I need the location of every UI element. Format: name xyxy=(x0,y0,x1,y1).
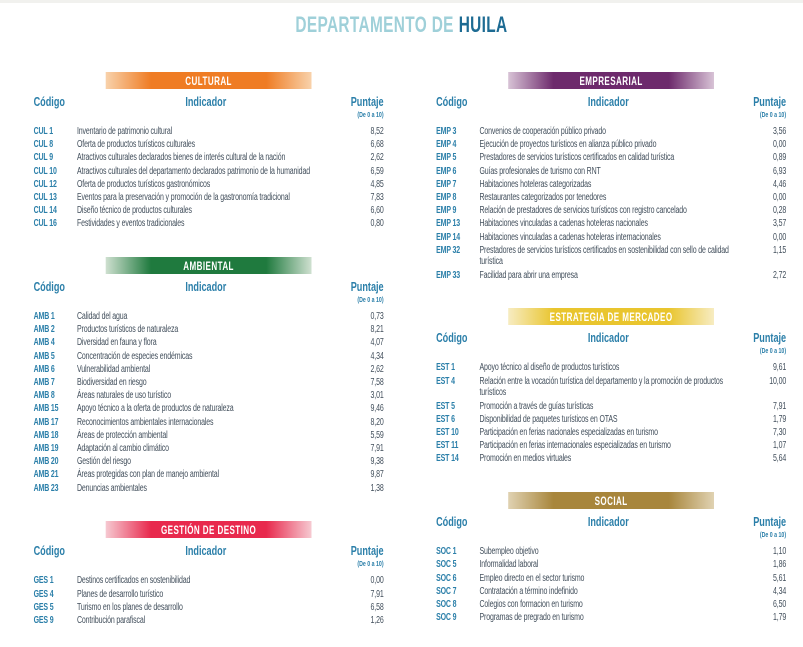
page-title-prefix: DEPARTAMENTO DE xyxy=(295,12,454,37)
column-header-puntaje-label: Puntaje xyxy=(753,514,787,530)
table-row xyxy=(34,324,384,336)
table-row xyxy=(34,456,384,468)
row-code: AMB 8 xyxy=(33,390,55,402)
row-code: AMB 17 xyxy=(33,416,59,428)
row-score: 0,80 xyxy=(370,218,384,230)
row-score: 0,00 xyxy=(773,231,787,243)
row-indicator: Empleo directo en el sector turismo xyxy=(479,572,585,584)
column-header-puntaje xyxy=(737,330,786,355)
row-indicator: Subempleo objetivo xyxy=(479,546,539,558)
row-score: 0,28 xyxy=(773,205,787,217)
row-indicator: Oferta de productos turísticos culturales xyxy=(77,139,195,151)
page-top-edge xyxy=(0,0,803,3)
row-indicator: Áreas de protección ambiental xyxy=(77,429,168,441)
row-score: 1,07 xyxy=(773,440,787,452)
column-header-indicador: Indicador xyxy=(587,330,629,346)
table-header-row xyxy=(436,330,786,355)
row-indicator: Planes de desarrollo turístico xyxy=(77,588,164,600)
row-code: EMP 3 xyxy=(436,126,457,137)
row-code: SOC 1 xyxy=(436,546,457,558)
table-body xyxy=(34,126,384,230)
row-score: 9,38 xyxy=(370,456,384,468)
row-score: 6,60 xyxy=(370,205,384,217)
row-code: CUL 1 xyxy=(33,126,54,137)
row-code: EMP 5 xyxy=(436,152,457,164)
row-code: AMB 15 xyxy=(33,403,59,415)
table-row xyxy=(34,166,384,178)
section-header-bar xyxy=(106,72,312,89)
row-code: EMP 6 xyxy=(436,165,457,177)
table-header-row xyxy=(34,94,384,119)
table-row xyxy=(436,546,786,558)
row-code: EMP 33 xyxy=(436,269,461,281)
table-row xyxy=(34,403,384,415)
row-code: SOC 8 xyxy=(436,598,457,610)
row-score: 9,61 xyxy=(773,362,787,374)
row-indicator: Colegios con formacion en turismo xyxy=(479,598,583,610)
row-score: 9,46 xyxy=(370,403,384,415)
row-indicator: Restaurantes categorizados por tenedores xyxy=(479,191,607,203)
row-score: 7,30 xyxy=(773,427,787,439)
row-indicator: Concentración de especies endémicas xyxy=(77,350,193,362)
table-row xyxy=(34,139,384,151)
section-ambiental xyxy=(34,257,384,494)
table-row xyxy=(436,218,786,230)
row-score: 1,86 xyxy=(773,559,787,571)
column-header-scale-note: (De 0 a 10) xyxy=(357,295,384,305)
table-row xyxy=(34,469,384,481)
row-code: AMB 1 xyxy=(33,311,55,323)
row-score: 8,52 xyxy=(370,126,384,137)
column-header-indicador: Indicador xyxy=(587,514,629,530)
table-header-row xyxy=(34,543,384,568)
table-row xyxy=(34,483,384,495)
row-indicator: Denuncias ambientales xyxy=(77,482,147,494)
table-row xyxy=(436,166,786,178)
row-score: 3,56 xyxy=(773,126,787,137)
row-code: AMB 2 xyxy=(33,324,55,336)
row-score: 4,46 xyxy=(773,178,787,190)
column-header-puntaje xyxy=(737,514,786,539)
row-indicator: Informalidad laboral xyxy=(479,559,539,571)
row-indicator: Atractivos culturales del departamento declarados patrimonio de la humanidad xyxy=(77,165,310,177)
section-header-bar xyxy=(508,72,714,89)
table-row xyxy=(34,589,384,601)
row-score: 1,26 xyxy=(370,614,384,626)
row-score: 0,00 xyxy=(370,575,384,587)
row-indicator: Adaptación al cambio climático xyxy=(77,442,169,454)
row-indicator: Diseño técnico de productos culturales xyxy=(77,205,192,217)
row-indicator: Atractivos culturales declarados bienes de interés cultural de la nación xyxy=(77,152,286,164)
row-code: EMP 32 xyxy=(436,244,461,256)
column-header-puntaje-label: Puntaje xyxy=(753,330,787,346)
row-score: 7,91 xyxy=(370,588,384,600)
row-score: 4,34 xyxy=(773,585,787,597)
row-indicator: Participación en ferias internacionales especializadas en turismo xyxy=(479,440,671,452)
table-row xyxy=(34,417,384,429)
row-score: 7,91 xyxy=(773,400,787,412)
row-score: 6,50 xyxy=(773,598,787,610)
row-indicator: Festividades y eventos tradicionales xyxy=(77,218,185,230)
table-row xyxy=(436,599,786,611)
row-indicator: Oferta de productos turísticos gastronómicos xyxy=(77,178,211,190)
section-social xyxy=(436,492,786,624)
row-code: AMB 23 xyxy=(33,482,59,494)
table-header-row xyxy=(436,94,786,119)
row-code: CUL 14 xyxy=(33,205,57,217)
table-row xyxy=(436,126,786,138)
table-row xyxy=(436,232,786,244)
section-title: GESTIÓN DE DESTINO xyxy=(160,525,257,538)
row-code: AMB 4 xyxy=(33,337,55,349)
row-indicator: Habitaciones vinculadas a cadenas hoteleras nacionales xyxy=(479,218,648,230)
row-indicator: Productos turísticos de naturaleza xyxy=(77,324,179,336)
row-indicator: Calidad del agua xyxy=(77,311,128,323)
row-indicator: Ejecución de proyectos turísticos en alianza público privado xyxy=(479,139,657,151)
table-row xyxy=(436,376,786,400)
section-cultural xyxy=(34,72,384,230)
row-indicator: Eventos para la preservación y promoción de la gastronomía tradicional xyxy=(77,191,290,203)
row-code: SOC 7 xyxy=(436,585,457,597)
column-header-puntaje-label: Puntaje xyxy=(753,94,787,109)
page-title-name: HUILA xyxy=(458,12,508,37)
table-row xyxy=(436,362,786,374)
table-row xyxy=(34,152,384,164)
column-header-scale-note: (De 0 a 10) xyxy=(759,530,787,540)
table-row xyxy=(436,179,786,191)
section-title: ESTRATEGIA DE MERCADEO xyxy=(549,312,673,325)
column-header-puntaje xyxy=(335,543,384,568)
table-row xyxy=(34,443,384,455)
row-code: EST 10 xyxy=(436,427,459,439)
table-row xyxy=(34,615,384,627)
row-indicator: Disponibilidad de paquetes turísticos en OTAS xyxy=(479,413,618,425)
table-row xyxy=(436,453,786,465)
row-score: 6,59 xyxy=(370,165,384,177)
row-code: AMB 5 xyxy=(33,350,55,362)
row-score: 0,00 xyxy=(773,191,787,203)
row-score: 5,64 xyxy=(773,453,787,465)
table-row xyxy=(436,152,786,164)
column-header-codigo: Código xyxy=(436,94,468,109)
row-code: EST 11 xyxy=(436,440,459,452)
row-code: EST 6 xyxy=(436,413,455,425)
row-indicator: Apoyo técnico a la oferta de productos de naturaleza xyxy=(77,403,234,415)
row-code: EMP 7 xyxy=(436,178,457,190)
table-row xyxy=(436,573,786,585)
table-row xyxy=(34,311,384,323)
row-code: EMP 14 xyxy=(436,231,461,243)
row-score: 6,68 xyxy=(370,139,384,151)
row-score: 6,58 xyxy=(370,601,384,613)
row-score: 1,79 xyxy=(773,413,787,425)
row-code: GES 1 xyxy=(33,575,54,587)
row-score: 3,57 xyxy=(773,218,787,230)
table-row xyxy=(34,205,384,217)
row-code: AMB 6 xyxy=(33,363,55,375)
section-header-bar xyxy=(106,521,312,538)
section-title: EMPRESARIAL xyxy=(579,76,643,88)
row-indicator: Facilidad para abrir una empresa xyxy=(479,269,578,281)
row-indicator: Programas de pregrado en turismo xyxy=(479,612,584,624)
row-code: EST 5 xyxy=(436,400,455,412)
row-score: 0,89 xyxy=(773,152,787,164)
column-header-indicador: Indicador xyxy=(185,543,227,559)
row-indicator: Biodiversidad en riesgo xyxy=(77,377,147,389)
row-score: 1,10 xyxy=(773,546,787,558)
row-code: CUL 16 xyxy=(33,218,57,230)
row-score: 3,01 xyxy=(370,390,384,402)
row-indicator: Apoyo técnico al diseño de productos turísticos xyxy=(479,362,620,374)
row-code: AMB 7 xyxy=(33,377,55,389)
content-columns xyxy=(0,72,803,628)
row-indicator: Contribución parafiscal xyxy=(77,614,145,626)
row-code: AMB 18 xyxy=(33,429,59,441)
row-indicator: Relación de prestadores de servicios turísticos con registro cancelado xyxy=(479,205,687,217)
row-indicator: Guías profesionales de turismo con RNT xyxy=(479,165,601,177)
row-indicator: Participación en ferias nacionales especializadas en turismo xyxy=(479,427,658,439)
row-indicator: Habitaciones hoteleras categorizadas xyxy=(479,178,592,190)
row-code: CUL 10 xyxy=(33,165,57,177)
row-code: GES 4 xyxy=(33,588,54,600)
row-code: AMB 19 xyxy=(33,442,59,454)
section-estrategia xyxy=(436,308,786,465)
section-title: CULTURAL xyxy=(185,76,232,88)
table-body xyxy=(34,575,384,626)
row-score: 0,00 xyxy=(773,139,787,151)
column-header-puntaje xyxy=(335,279,384,304)
table-body xyxy=(34,311,384,494)
row-indicator: Áreas naturales de uso turístico xyxy=(77,390,171,402)
row-score: 7,58 xyxy=(370,377,384,389)
table-row xyxy=(436,612,786,624)
column-header-puntaje-label: Puntaje xyxy=(350,279,384,295)
table-row xyxy=(34,390,384,402)
column-header-indicador: Indicador xyxy=(185,94,227,109)
row-score: 9,87 xyxy=(370,469,384,481)
table-row xyxy=(34,337,384,349)
row-code: CUL 12 xyxy=(33,178,57,190)
row-indicator: Relación entre la vocación turística del departamento y la promoción de productos turísticos xyxy=(479,375,724,399)
row-indicator: Gestión del riesgo xyxy=(77,456,131,468)
table-row xyxy=(34,575,384,587)
row-score: 2,62 xyxy=(370,152,384,164)
table-row xyxy=(34,179,384,191)
page-title xyxy=(0,12,803,38)
row-code: EMP 4 xyxy=(436,139,457,151)
row-score: 0,73 xyxy=(370,311,384,323)
table-body xyxy=(436,362,786,465)
row-code: SOC 6 xyxy=(436,572,457,584)
table-row xyxy=(436,192,786,204)
table-row xyxy=(436,559,786,571)
column-header-puntaje xyxy=(737,94,786,119)
section-title: SOCIAL xyxy=(594,496,628,509)
table-row xyxy=(34,364,384,376)
table-body xyxy=(436,126,786,281)
column-header-codigo: Código xyxy=(33,543,65,559)
row-indicator: Áreas protegidas con plan de manejo ambiental xyxy=(77,469,219,481)
column-header-scale-note: (De 0 a 10) xyxy=(759,110,787,119)
row-indicator: Turismo en los planes de desarrollo xyxy=(77,601,183,613)
left-column xyxy=(34,72,384,628)
row-code: SOC 9 xyxy=(436,612,457,624)
row-indicator: Prestadores de servicios turísticos certificados en sostenibilidad con sello de calidad turística xyxy=(479,244,729,268)
row-code: CUL 8 xyxy=(33,139,54,151)
row-score: 8,20 xyxy=(370,416,384,428)
table-header-row xyxy=(436,514,786,539)
row-code: EMP 9 xyxy=(436,205,457,217)
row-code: EST 4 xyxy=(436,375,455,387)
row-code: GES 5 xyxy=(33,601,54,613)
row-indicator: Inventario de patrimonio cultural xyxy=(77,126,172,137)
row-score: 2,72 xyxy=(773,269,787,281)
row-code: SOC 5 xyxy=(436,559,457,571)
right-column xyxy=(436,72,786,628)
row-indicator: Convenios de cooperación público privado xyxy=(479,126,606,137)
row-score: 8,21 xyxy=(370,324,384,336)
row-code: CUL 13 xyxy=(33,191,57,203)
row-score: 5,59 xyxy=(370,429,384,441)
table-row xyxy=(34,351,384,363)
row-code: CUL 9 xyxy=(33,152,54,164)
column-header-codigo: Código xyxy=(436,330,468,346)
document-page xyxy=(0,12,803,628)
row-indicator: Promoción en medios virtuales xyxy=(479,453,572,465)
column-header-puntaje-label: Puntaje xyxy=(350,94,384,109)
section-header-bar xyxy=(508,308,714,325)
section-empresarial xyxy=(436,72,786,281)
table-row xyxy=(34,218,384,230)
table-row xyxy=(34,192,384,204)
column-header-scale-note: (De 0 a 10) xyxy=(759,346,787,356)
row-indicator: Diversidad en fauna y flora xyxy=(77,337,157,349)
table-row xyxy=(436,205,786,217)
row-code: EST 14 xyxy=(436,453,459,465)
row-score: 1,15 xyxy=(773,244,787,256)
row-code: AMB 21 xyxy=(33,469,59,481)
table-row xyxy=(34,430,384,442)
table-row xyxy=(436,139,786,151)
table-row xyxy=(436,427,786,439)
row-score: 4,85 xyxy=(370,178,384,190)
row-score: 1,38 xyxy=(370,482,384,494)
table-row xyxy=(436,270,786,282)
table-row xyxy=(436,440,786,452)
row-score: 4,07 xyxy=(370,337,384,349)
column-header-codigo: Código xyxy=(33,279,65,295)
section-header-bar xyxy=(106,257,312,274)
row-score: 5,61 xyxy=(773,572,787,584)
table-row xyxy=(34,377,384,389)
table-row xyxy=(34,602,384,614)
row-indicator: Promoción a través de guías turísticas xyxy=(479,400,594,412)
section-title: AMBIENTAL xyxy=(183,261,234,274)
row-indicator: Destinos certificados en sostenibilidad xyxy=(77,575,191,587)
column-header-indicador: Indicador xyxy=(587,94,629,109)
row-code: AMB 20 xyxy=(33,456,59,468)
row-score: 1,79 xyxy=(773,612,787,624)
table-body xyxy=(436,546,786,624)
row-indicator: Prestadores de servicios turísticos certificados en calidad turística xyxy=(479,152,675,164)
column-header-puntaje xyxy=(335,94,384,119)
table-row xyxy=(436,586,786,598)
row-score: 10,00 xyxy=(769,375,787,387)
column-header-codigo: Código xyxy=(436,514,468,530)
table-header-row xyxy=(34,279,384,304)
table-row xyxy=(436,401,786,413)
row-indicator: Habitaciones vinculadas a cadenas hoteleras internacionales xyxy=(479,231,661,243)
row-score: 4,34 xyxy=(370,350,384,362)
row-code: GES 9 xyxy=(33,614,54,626)
column-header-puntaje-label: Puntaje xyxy=(350,543,384,559)
table-row xyxy=(436,414,786,426)
row-indicator: Vulnerabilidad ambiental xyxy=(77,363,151,375)
row-score: 6,93 xyxy=(773,165,787,177)
table-row xyxy=(436,245,786,269)
row-score: 2,62 xyxy=(370,363,384,375)
row-score: 7,83 xyxy=(370,191,384,203)
row-code: EST 1 xyxy=(436,362,455,374)
column-header-scale-note: (De 0 a 10) xyxy=(357,110,384,119)
section-header-bar xyxy=(508,492,714,509)
column-header-indicador: Indicador xyxy=(185,279,227,295)
column-header-codigo: Código xyxy=(33,94,65,109)
row-indicator: Reconocimientos ambientales internacionales xyxy=(77,416,214,428)
column-header-scale-note: (De 0 a 10) xyxy=(357,559,384,569)
row-score: 7,91 xyxy=(370,442,384,454)
table-row xyxy=(34,126,384,138)
row-indicator: Contratación a término indefinido xyxy=(479,585,578,597)
row-code: EMP 8 xyxy=(436,191,457,203)
section-gestion xyxy=(34,521,384,626)
row-code: EMP 13 xyxy=(436,218,461,230)
